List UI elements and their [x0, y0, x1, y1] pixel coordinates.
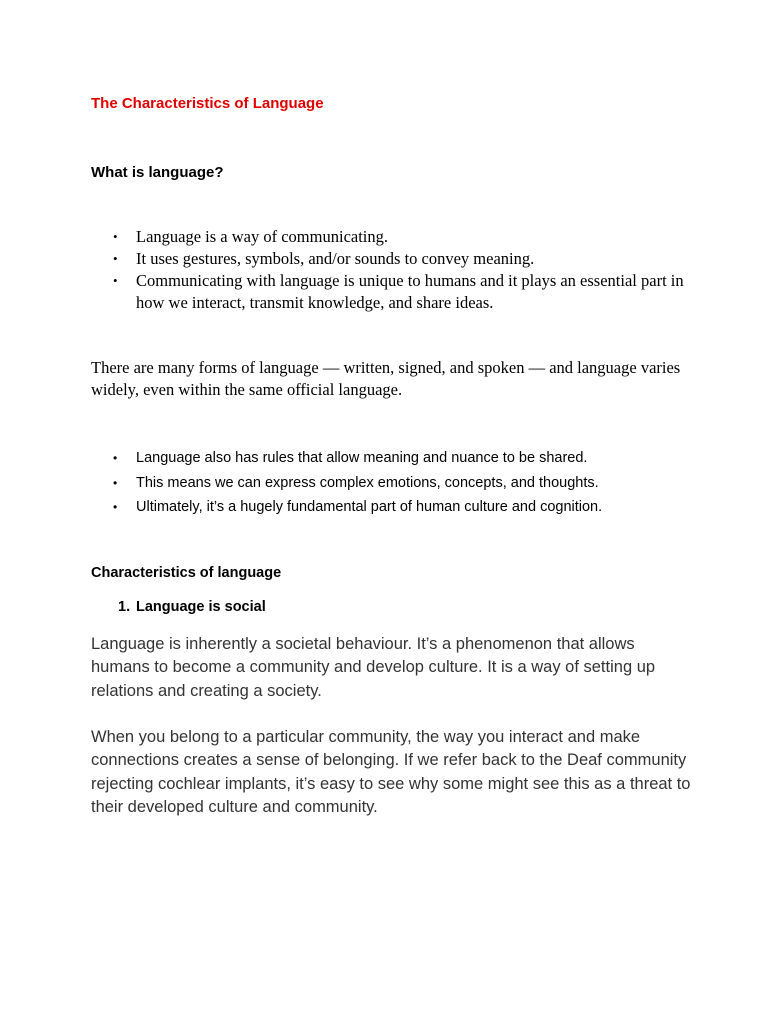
- list-item-text: This means we can express complex emotions, concepts, and thoughts.: [136, 474, 599, 491]
- bullet-icon: •: [113, 475, 118, 490]
- list-item-text: Language also has rules that allow meaning and nuance to be shared.: [136, 450, 588, 466]
- list-item-text: Communicating with language is unique to humans and it plays an essential part in how we interact, transmit knowledge, and share ideas.: [136, 271, 684, 312]
- list-item: [110, 248, 710, 270]
- list-number: 1.: [118, 599, 131, 615]
- list-item: [110, 495, 730, 520]
- list-item: [110, 226, 710, 248]
- list-item: [110, 446, 730, 471]
- bullet-icon: •: [113, 229, 118, 244]
- heading-characteristics: Characteristics of language: [91, 565, 282, 581]
- forms-of-language-paragraph: There are many forms of language — written, signed, and spoken — and language varies widely, even within the same official language.: [91, 358, 681, 399]
- social-paragraph-1: Language is inherently a societal behaviour. It’s a phenomenon that allows humans to become a community and develop culture. It is a way of setting up relations and creating a society.: [91, 635, 656, 700]
- bullet-icon: •: [113, 500, 118, 514]
- definition-bullet-list: [110, 226, 710, 314]
- numbered-heading-label: Language is social: [136, 599, 266, 615]
- list-item-text: Ultimately, it’s a hugely fundamental part of human culture and cognition.: [136, 499, 603, 515]
- social-paragraph-2: When you belong to a particular community, the way you interact and make connections creates a sense of belonging. If we refer back to the Deaf community rejecting cochlear implants, it’s easy to see why some might see this as a threat to their developed culture and community.: [91, 728, 691, 816]
- list-item: [110, 270, 710, 314]
- list-item-text: Language is a way of communicating.: [136, 227, 389, 246]
- list-item-text: It uses gestures, symbols, and/or sounds to convey meaning.: [136, 249, 535, 268]
- numbered-heading: [118, 599, 266, 615]
- list-item: [110, 471, 730, 496]
- document-title: The Characteristics of Language: [91, 95, 324, 112]
- rules-bullet-list: [110, 446, 730, 520]
- bullet-icon: •: [113, 451, 118, 465]
- bullet-icon: •: [113, 273, 118, 288]
- bullet-icon: •: [113, 251, 118, 266]
- heading-what-is-language: What is language?: [91, 164, 224, 181]
